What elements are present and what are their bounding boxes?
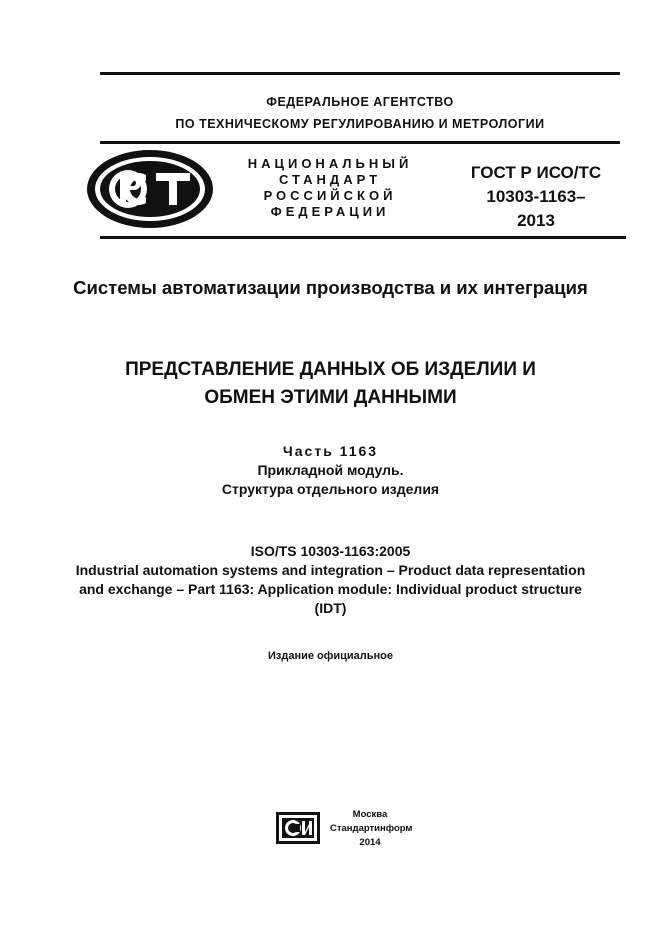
publisher-year: 2014 (359, 837, 381, 848)
national-line: ФЕДЕРАЦИИ (270, 204, 390, 219)
iso-line: (IDT) (314, 600, 347, 616)
header-rule (100, 141, 620, 144)
national-line: СТАНДАРТ (278, 172, 382, 187)
gost-line: 2013 (517, 211, 555, 230)
publisher-name: Стандартинформ (330, 823, 413, 834)
document-title: Системы автоматизации производства и их интеграция (73, 277, 588, 298)
agency-name-line2: ПО ТЕХНИЧЕСКОМУ РЕГУЛИРОВАНИЮ И МЕТРОЛОГИИ (175, 117, 545, 131)
gost-designation (446, 161, 626, 233)
iso-line: Industrial automation systems and integration – Product data representation (75, 562, 586, 578)
gost-line: 10303-1163– (486, 187, 586, 206)
gost-line: ГОСТ Р ИСО/ТС (470, 163, 602, 182)
agency-name-line1: ФЕДЕРАЛЬНОЕ АГЕНТСТВО (266, 95, 454, 109)
part-line: Структура отдельного изделия (221, 481, 440, 497)
standartinform-logo (276, 812, 320, 844)
part-info (60, 442, 601, 499)
rst-logo (86, 149, 214, 229)
document-subtitle (60, 356, 601, 412)
publisher-info (330, 808, 413, 850)
subtitle-line: ПРЕДСТАВЛЕНИЕ ДАННЫХ ОБ ИЗДЕЛИИ И (125, 359, 536, 380)
top-rule (100, 72, 620, 75)
iso-line: ISO/TS 10303-1163:2005 (250, 543, 411, 559)
part-line: Прикладной модуль. (257, 462, 404, 478)
edition-label: Издание официальное (267, 650, 394, 662)
publisher-city: Москва (352, 809, 388, 820)
iso-reference (40, 542, 621, 618)
standartinform-logo-icon (276, 812, 320, 844)
block-rule (100, 236, 626, 239)
part-label: Часть 1163 (282, 443, 379, 459)
iso-line: and exchange – Part 1163: Application module: Individual product structure (79, 581, 582, 597)
rst-logo-icon (86, 149, 214, 229)
subtitle-line: ОБМЕН ЭТИМИ ДАННЫМИ (204, 387, 457, 408)
national-standard-label (222, 156, 438, 220)
national-line: НАЦИОНАЛЬНЫЙ (247, 156, 413, 171)
national-line: РОССИЙСКОЙ (263, 188, 397, 203)
